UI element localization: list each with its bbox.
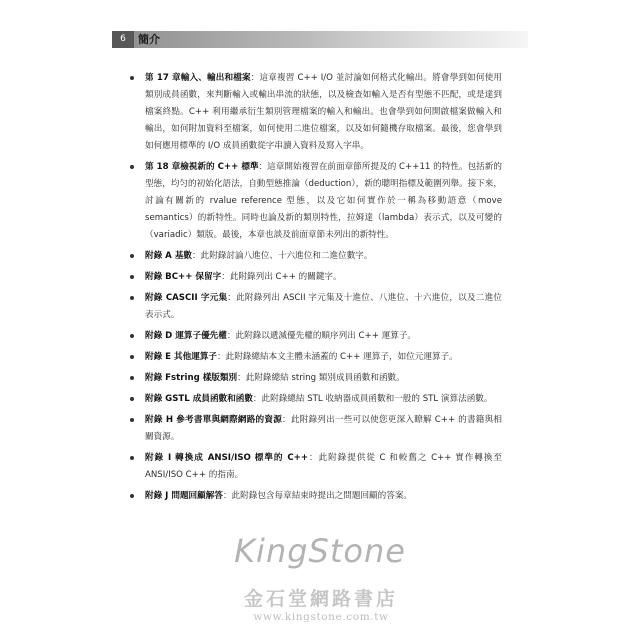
item-text: ：此附錄列出一些可以使您更深入瞭解 C++ 的書籍與相關資源。 — [145, 415, 502, 442]
appendix-list — [128, 70, 502, 509]
item-lead: 附錄 CASCII 字元集 — [145, 293, 228, 303]
bullet-icon — [130, 275, 134, 279]
bullet-icon — [130, 456, 134, 460]
item-text: ：此附錄列出 C++ 的關鍵字。 — [221, 272, 342, 282]
item-lead: 附錄 Fstring 樣版類別 — [145, 373, 238, 383]
list-item — [128, 412, 502, 446]
item-text: ：此附錄以遞減優先權的順序列出 C++ 運算子。 — [226, 331, 417, 341]
list-item — [128, 370, 502, 387]
list-item — [128, 290, 502, 324]
item-text: ：此附錄總結 STL 收納器成員函數和一般的 STL 演算法函數。 — [252, 394, 493, 404]
item-lead: 附錄 GSTL 成員函數和函數 — [145, 394, 253, 404]
list-item — [128, 159, 502, 244]
item-text: ：這章複習 C++ I/O 並討論如何格式化輸出。將會學到如何使用類別成員函數，來判斷輸入或輸出串流的狀態，以及檢查如輸入是否有型態不匹配，或是達到檔案終點。C++ 利用繼承衍生類別管理檔案的輸入和輸出。也會學到如何開啟檔案做輸入和輸出，如何附加資料至檔案，如何使用二進位檔案，以及如何隨機存取檔案。最後，您會學到如何應用標準的 I/O 成員函數從字串讀入資料及寫入字串。 — [145, 73, 502, 151]
list-item — [128, 349, 502, 366]
bullet-icon — [130, 296, 134, 300]
item-lead: 附錄 I 轉換成 ANSI/ISO 標準的 C++ — [145, 453, 309, 463]
list-item — [128, 248, 502, 265]
list-item — [128, 328, 502, 345]
bullet-icon — [130, 254, 134, 258]
bullet-icon — [130, 397, 134, 401]
bullet-icon — [130, 76, 134, 80]
list-item — [128, 269, 502, 286]
watermark-store-name: 金石堂網路書店 — [243, 588, 398, 610]
item-lead: 附錄 E 其他運算子 — [145, 352, 218, 362]
item-lead: 附錄 H 參考書單與網際網路的資源 — [145, 415, 283, 425]
item-lead: 附錄 D 運算子優先權 — [145, 331, 227, 341]
bullet-icon — [130, 355, 134, 359]
bullet-icon — [130, 494, 134, 498]
item-lead: 附錄 BC++ 保留字 — [145, 272, 222, 282]
item-lead: 第 18 章檢視新的 C++ 標準 — [145, 162, 259, 172]
item-text: ：此附錄列出 ASCII 字元集及十進位、八進位、十六進位，以及二進位表示式。 — [145, 293, 502, 320]
page-header-bar — [112, 31, 528, 48]
watermark-logo: KingStone — [234, 532, 406, 570]
bullet-icon — [130, 165, 134, 169]
item-text: ：此附錄提供從 C 和較舊之 C++ 實作轉換至 ANSI/ISO C++ 的指南。 — [145, 453, 502, 480]
list-item — [128, 488, 502, 505]
list-item — [128, 450, 502, 484]
list-item — [128, 70, 502, 155]
page-number: 6 — [112, 31, 134, 48]
item-lead: 第 17 章輸入、輸出和檔案 — [145, 73, 251, 83]
item-text: ：這章開始複習在前面章節所提及的 C++11 的特性。包括新的型態，均匀的初始化語法，自動型態推論（deduction），新的聰明指標及範圍列舉。接下來，討論有關新的 rvalue reference 型態，以及它如何實作於一稱為移動語意（move semantics）的新特性。同時也論及新的類別特性，拉姆達（lambda）表示式，以及可變的（variadic）類版。最後，本章也談及前面章節未列出的新特性。 — [145, 162, 502, 240]
item-text: ：此附錄總結 string 類別成員函數和函數。 — [237, 373, 405, 383]
item-text: ：此附錄總結本文主體未涵蓋的 C++ 運算子，如位元運算子。 — [217, 352, 458, 362]
item-lead: 附錄 J 問題回顧解答 — [145, 491, 223, 501]
watermark-url: www.kingstone.com.tw — [253, 611, 389, 623]
bullet-icon — [130, 376, 134, 380]
bullet-icon — [130, 418, 134, 422]
list-item — [128, 391, 502, 408]
bullet-icon — [130, 334, 134, 338]
item-text: ：此附錄討論八進位、十六進位和二進位數字。 — [192, 251, 373, 261]
section-title: 簡介 — [138, 33, 160, 46]
item-lead: 附錄 A 基數 — [145, 251, 193, 261]
item-text: ：此附錄包含每章結束時提出之問題回顧的答案。 — [222, 491, 413, 501]
